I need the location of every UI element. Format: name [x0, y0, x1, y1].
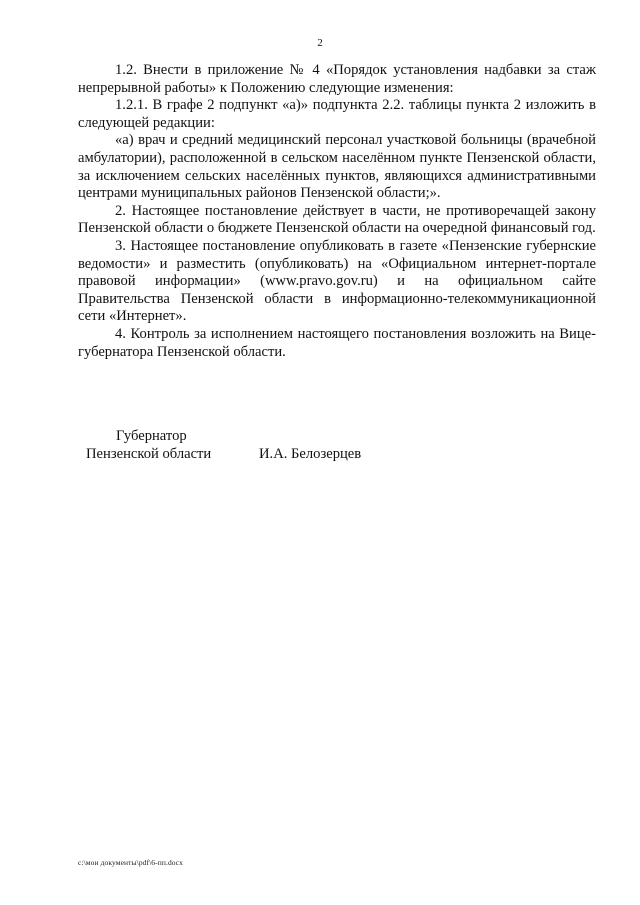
signature-region: Пензенской области	[86, 445, 212, 462]
document-body	[78, 62, 596, 361]
page-number: 2	[317, 37, 323, 49]
signature-row	[86, 446, 386, 464]
footer-file-path: c:\мои документы\pdf\6-пп.docx	[78, 858, 183, 867]
paragraph-4: 4. Контроль за исполнением настоящего постановления возложить на Вице-губернатора Пензенской области.	[78, 325, 596, 360]
paragraph-quote-a: «а) врач и средний медицинский персонал участковой больницы (врачебной амбулатории), расположенной в сельском населённом пункте Пензенской области, за исключением сельских населённых пунктов, являющихся административными центрами муниципальных районов Пензенской области;».	[78, 132, 596, 202]
paragraph-1-2: 1.2. Внести в приложение № 4 «Порядок установления надбавки за стаж непрерывной работы» к Положению следующие изменения:	[78, 62, 596, 96]
signature-block	[86, 428, 386, 463]
signature-title: Губернатор	[116, 428, 187, 444]
paragraph-2: 2. Настоящее постановление действует в части, не противоречащей закону Пензенской области о бюджете Пензенской области на очередной финансовый год.	[78, 202, 596, 237]
paragraph-3: 3. Настоящее постановление опубликовать в газете «Пензенские губернские ведомости» и разместить (опубликовать) на «Официальном интернет-портале правовой информации» (www.pravo.gov.ru) и на официальном сайте Правительства Пензенской области в информационно-телекоммуникационной сети «Интернет».	[78, 237, 596, 325]
signature-name: И.А. Белозерцев	[259, 445, 362, 462]
paragraph-1-2-1: 1.2.1. В графе 2 подпункт «а)» подпункта 2.2. таблицы пункта 2 изложить в следующей редакции:	[78, 97, 596, 131]
